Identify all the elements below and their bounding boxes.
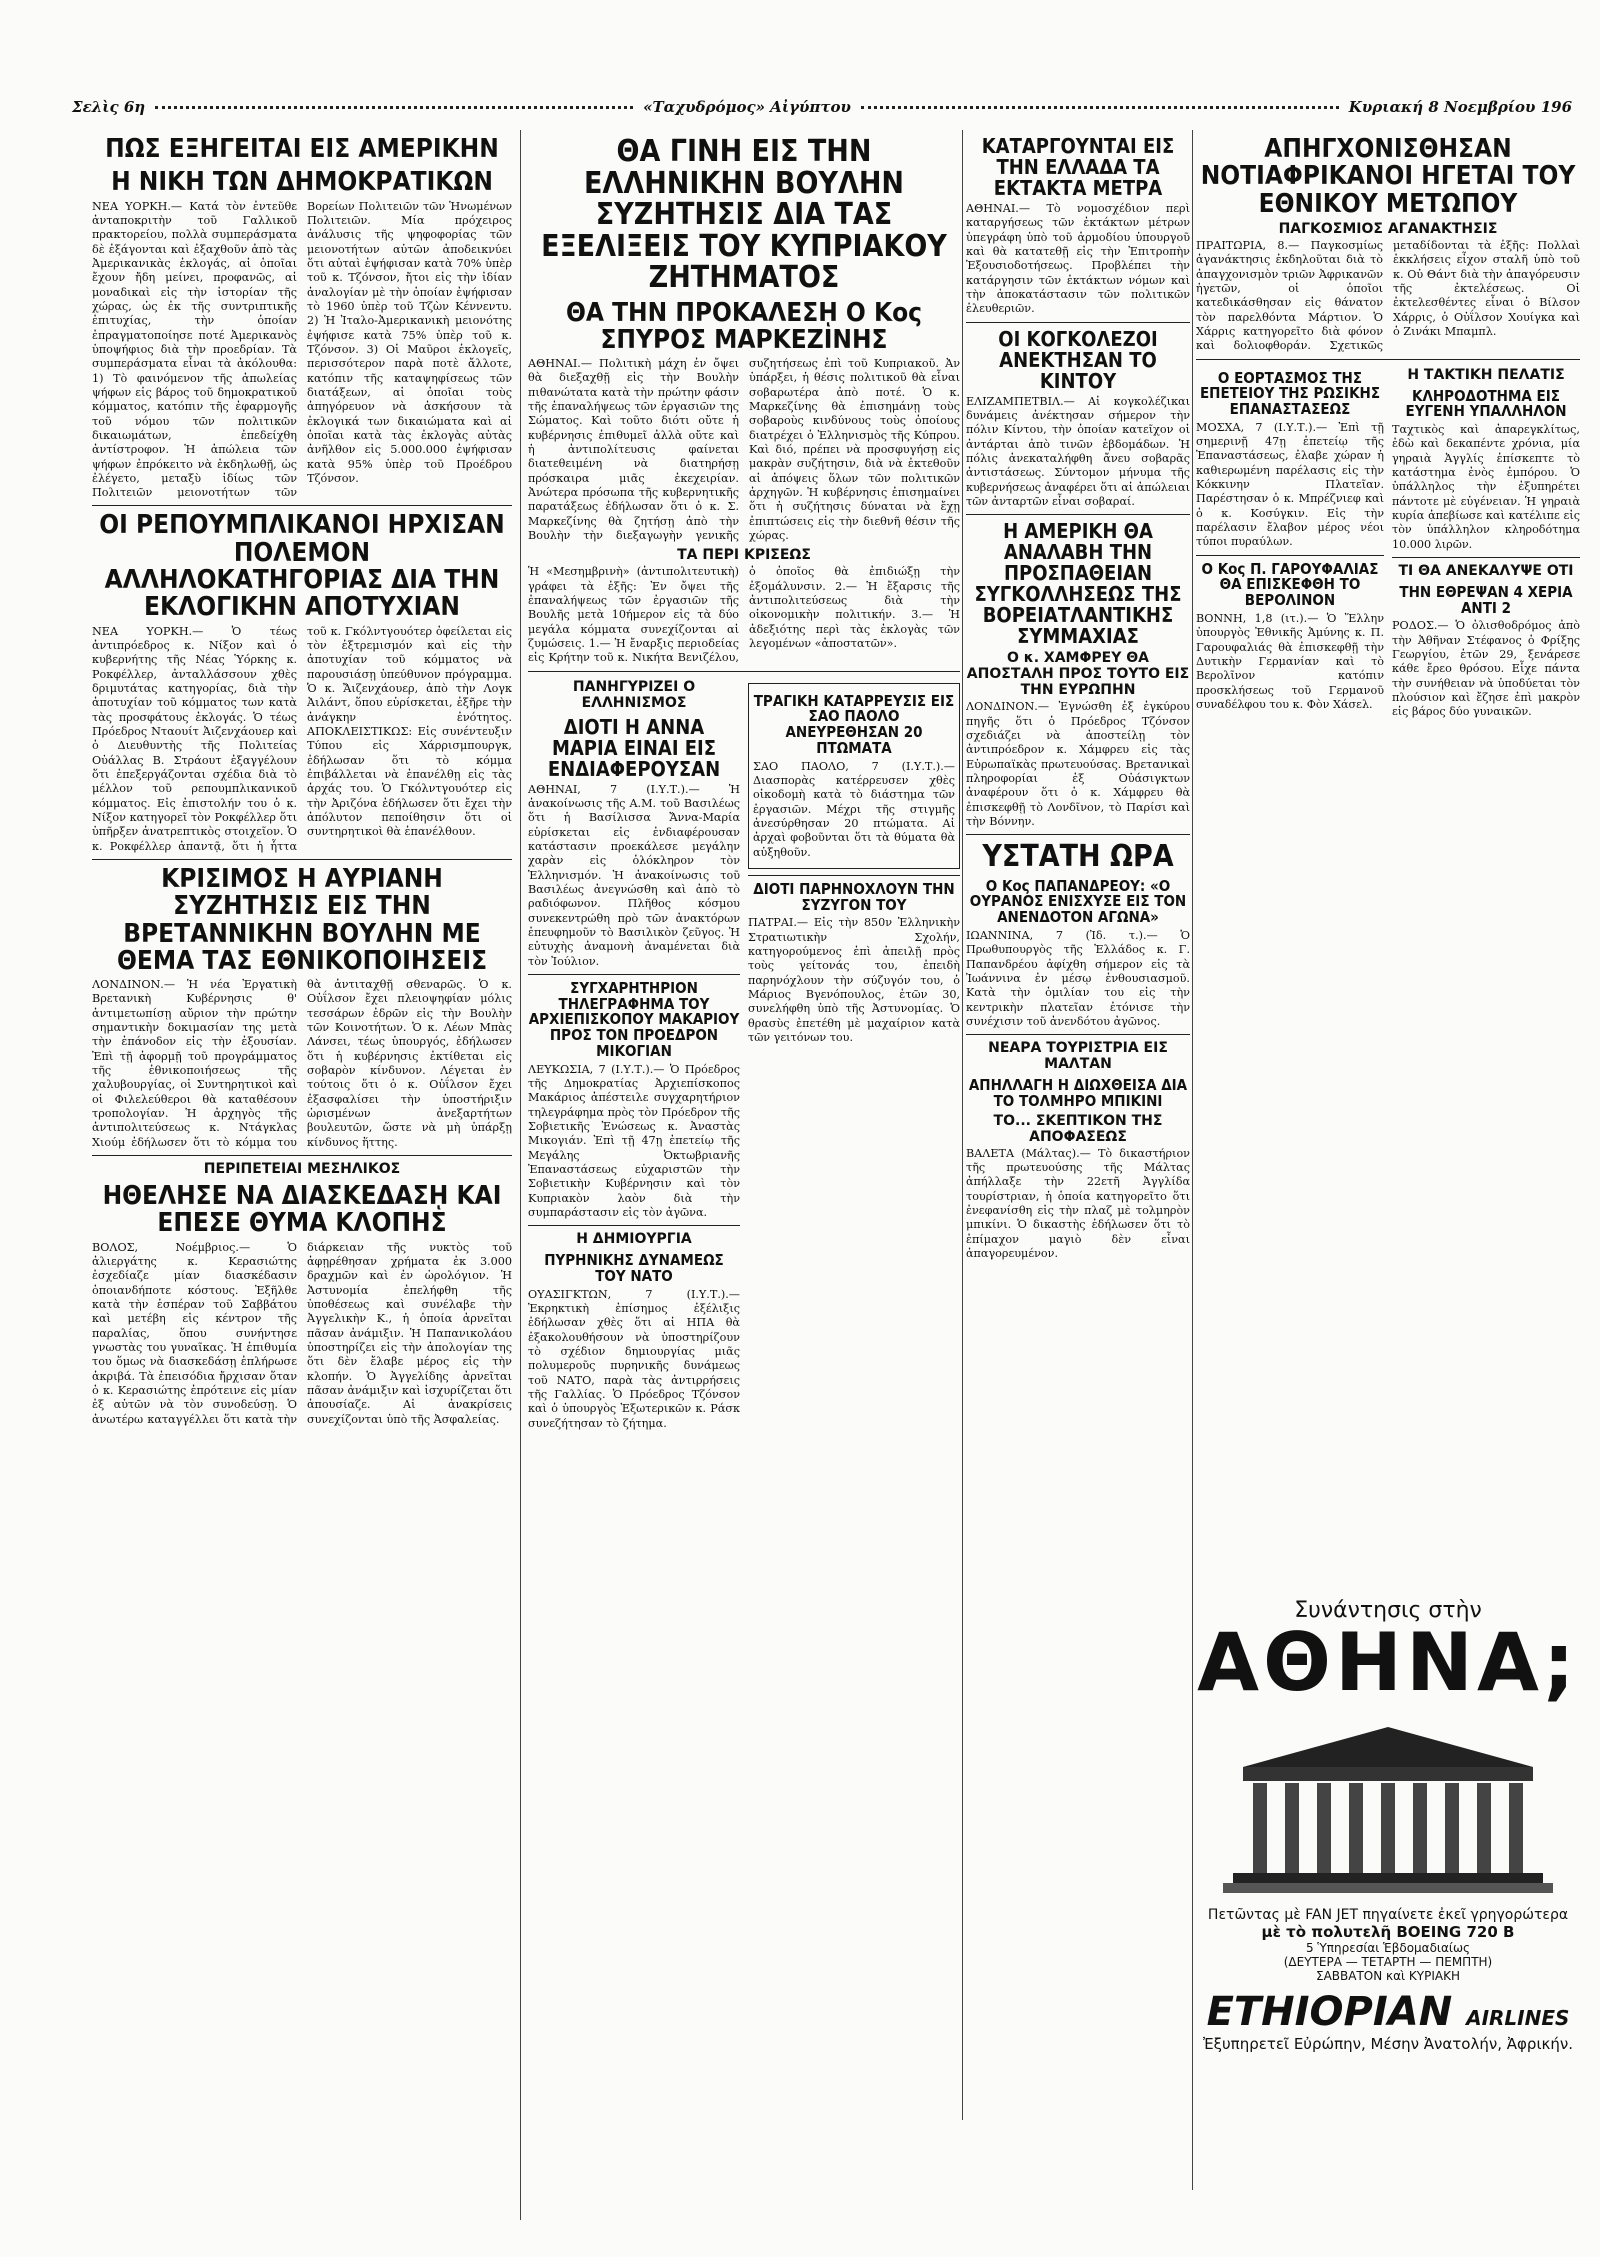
article-cyprus: ΑΘΗΝΑΙ.— Πολιτικὴ μάχη ἐν ὄψει θὰ διεξαχθῇ εἰς τὴν Βουλὴν πιθανώτατα κατὰ τὴν πρώτην φάσιν τῆς ἐπαναλήψεως τῶν ἐργασιῶν της Σώματος. Καὶ τοῦτο διότι οὔτε ἡ κυβέρνησις ἐπιθυμεῖ ἀλλὰ οὔτε καὶ ἡ ἀντιπολίτευσις φαίνεται διατεθειμένη νὰ διατηρήσῃ πρόσκαιρα μιᾶς ἐκεχειρίαν. Ἀνώτερα πρόσωπα τῆς κυβερνητικῆς παρατάξεως ἐδήλωσαν ὅτι ὁ κ. Σ. Μαρκεζίνης θὰ ζητήσῃ ἀπὸ τὴν Βουλὴν τὴν διεξαγωγὴν γενικῆς συζητήσεως ἐπὶ τοῦ Κυπριακοῦ. Ἀν ὑπάρξει, ἡ θέσις πολιτικοῦ θὰ εἶναι σοβαρωτέρα ἀπὸ ποτέ. Ὁ κ. Μαρκεζίνης θὰ ἐπισημάνῃ τοὺς σοβαροὺς κινδύνους τοὺς ὁποίους διατρέχει ὁ Ἑλληνισμὸς τῆς Κύπρου. Καὶ διό, πρέπει νὰ προσφυγήσῃ εἰς μακρὰν συζήτησιν, διὰ νὰ ἐκτεθοῦν αἱ ἀπόψεις ὅλων τῶν πολιτικῶν ἀρχηγῶν. Ἡ κυβέρνησις ἐπισημαίνει ὅτι ἡ συζήτησις δύναται νὰ ἔχῃ ἐπιπτώσεις εἰς τὴν διεθνῆ θέσιν τῆς χώρας. — [528, 357, 960, 543]
box-sao-paolo — [748, 683, 960, 869]
headline-papandreou: Ο Κος ΠΑΠΑΝΔΡΕΟΥ: «Ο ΟΥΡΑΝΟΣ ΕΝΙΣΧΥΣΕ ΕΙΣ ΤΟΝ ΑΝΕΝΔΟΤΟΝ ΑΓΩΝΑ» — [969, 876, 1187, 927]
headline-britain: ΚΡΙΣΙΜΟΣ Η ΑΥΡΙΑΝΗ ΣΥΖΗΤΗΣΙΣ ΕΙΣ ΤΗΝ ΒΡΕΤΑΝΝΙΚΗΝ ΒΟΥΛΗΝ ΜΕ ΘΕΜΑ ΤΑΣ ΕΘΝΙΚΟΠΟΙΗΣΕΙΣ — [116, 863, 488, 976]
ethiopian-airlines-ad — [1196, 1580, 1580, 2180]
paper-name: «Ταχυδρόμος» Αἰγύπτου — [643, 98, 851, 116]
column-2 — [528, 130, 960, 2220]
parthenon-illustration — [1223, 1707, 1553, 1897]
article-four-hands: ΡΟΔΟΣ.— Ὁ ὀλισθοδρόμος ἀπὸ τὴν Ἀθῆναν Στέφανος ὁ Φρίξης Γεωργίου, ἐτῶν 29, ξενάρεσε κάθε ἔρεο θρόσου. Εἶχε πάντα τὴν συνήθειαν νὰ ὑποδύεται τὸν πλούσιον καὶ ἔζησε ἐπὶ μακρὸν εἰς βάρος δύο γυναικῶν. — [1392, 619, 1580, 719]
headline-revolution: Ο ΕΟΡΤΑΣΜΟΣ ΤΗΣ ΕΠΕΤΕΙΟΥ ΤΗΣ ΡΩΣΙΚΗΣ ΕΠΑΝΑΣΤΑΣΕΩΣ — [1199, 368, 1381, 419]
article-theft: ΒΟΛΟΣ, Νοέμβριος.— Ὁ ἀλιεργάτης κ. Κερασιώτης ἐσχεδίαζε μίαν διασκέδασιν ὁποιανδήποτε κόστους. Ἐξῆλθε κατὰ τὴν ἑσπέραν τοῦ Σαββάτου καὶ μετέβη εἰς κέντρον τῆς παραλίας, ὅπου συνήντησε γνωστὰς του γυναῖκας. Ἡ ἐπιθυμία του ὅμως νὰ διασκεδάσῃ ἐπλήρωσε ἀκριβά. Τὰ ἐπεισόδια ἤρχισαν ὅταν ὁ κ. Κερασιώτης ἐπρότεινε εἰς μίαν ἐξ αὐτῶν νὰ τὸν συνοδεύσῃ. Ὁ ἀνωτέρω καταγγέλλει ὅτι κατὰ τὴν διάρκειαν τῆς νυκτὸς τοῦ ἀφῃρέθησαν χρήματα ἐκ 3.000 δραχμῶν καὶ ἐν ὡρολόγιον. Ἡ Ἀστυνομία ἐπελήφθη τῆς ὑποθέσεως καὶ συνέλαβε τὴν Ἀγγελικὴν Κ., ἡ ὁποία ἀρνεῖται πᾶσαν ἀνάμιξιν. Ἡ Παπανικολάου ὑποστηρίζει εἰς τὴν ἀπολογίαν της ὅτι δὲν ἔλαβε μέρος εἰς τὴν κλοπήν. Ὁ Ἀγγελίδης ἀρνεῖται πᾶσαν ἀνάμιξιν καὶ ἰσχυρίζεται ὅτι ἀπουσίαζε. Αἱ ἀνακρίσεις συνεχίζονται ὑπὸ τῆς Ἀσφαλείας. — [92, 1240, 512, 1426]
ad-athens: ΑΘΗΝΑ; — [1197, 1616, 1579, 1709]
article-makarios: ΛΕΥΚΩΣΙΑ, 7 (Ι.Υ.Τ.).— Ὁ Πρόεδρος τῆς Δημοκρατίας Ἀρχιεπίσκοπος Μακάριος ἀπέστειλε συγχαρητήριον τηλεγράφημα πρὸς τὸν Πρόεδρον τῆς Σοβιετικῆς Ἑνώσεως κ. Ἀναστὰς Μικογιάν. Ἐπὶ τῇ 47ῃ ἐπετείῳ τῆς Μεγάλης Ὀκτωβριανῆς Ἐπαναστάσεως εὐχαριστῶν τὴν Σοβιετικὴν Κυβέρνησιν καὶ τὸν Κυπριακὸν λαὸν διὰ τὴν συμπαράστασιν εἰς τὸν ἀγῶνα. — [528, 1062, 740, 1219]
headline-kindu: ΟΙ ΚΟΓΚΟΛΕΖΟΙ ΑΝΕΚΤΗΣΑΝ ΤΟ ΚΙΝΤΟΥ — [998, 326, 1158, 393]
ad-schedule-3: ΣΑΒΒΑΤΟΝ καὶ ΚΥΡΙΑΚΗ — [1316, 1969, 1460, 1983]
article-republicans: ΝΕΑ ΥΟΡΚΗ.— Ὁ τέως ἀντιπρόεδρος κ. Νίξον καὶ ὁ κυβερνήτης τῆς Νέας Ὑόρκης κ. Ροκφέλλερ, ἀνταλλάσσουν χθὲς δριμυτάτας κατηγορίας, διὰ τὴν ἀποτυχίαν τοῦ κόμματος των κατὰ τὰς προσφάτους ἐκλογάς. Ὁ τέως Πρόεδρος Νταουίτ Ἀιζενχάουερ καὶ ὁ Διευθυντὴς τῆς Πολιτείας Οὐάλλας Β. Στράουτ ἐξαγγέλουν ὅτι ἐπεξεργάζονται σχέδια διὰ τὸ μέλλον τοῦ ρεπουμπλικανικοῦ κόμματος. Εἰς ἐπιστολήν του ὁ κ. Νίξον κατηγορεῖ τὸν Ροκφέλλερ ὅτι ὑπῆρξεν ἀνατρεπτικὸς στοιχεῖον. Ὁ κ. Ροκφέλλερ ἀπαντᾷ, ὅτι ἡ ἧττα τοῦ κ. Γκόλντγουότερ ὀφείλεται εἰς τὸν ἐξτρεμισμόν καὶ εἰς τὴν ἀποτυχίαν τοῦ κόμματος νὰ παρουσιάσῃ ὑπεύθυνον πρόγραμμα. Ὁ κ. Ἄιζενχάουερ, ἀπὸ τὴν Λογκ Ἀιλάντ, ὅπου εὑρίσκεται, ἐξῆρε τὴν ἀνάγκην ἐνότητος. ΑΠΟΚΛΕΙΣΤΙΚΩΣ: Εἰς συνέντευξιν Τύπου εἰς Χάρρισμπουργκ, ἐδήλωσαν ὅτι τὸ κόμμα ἐπιβάλλεται νὰ ἐπανέλθῃ εἰς τὰς ἀρχάς του. Ὁ Γκόλντγουότερ εἰς τὴν Ἀριζόνα ἐδήλωσεν ὅτι ἔχει τὴν ἀπόλυτον πεποίθησιν ὅτι οἱ συντηρητικοὶ θὰ ἐπανέλθουν. — [92, 624, 512, 853]
article-south-africa: ΠΡΑΙΤΩΡΙΑ, 8.— Παγκοσμίως ἀγανάκτησις ἐκδηλοῦται διὰ τὸ ἀπαγχονισμὸν τριῶν Ἀφρικανῶν ἡγετῶν, οἱ ὁποῖοι κατεδικάσθησαν εἰς θάνατον τὸν παρελθόντα Μάρτιον. Ὁ Χάρρις κατηγορεῖτο διὰ φόνον καὶ δολιοφθοράν. Σχετικῶς μεταδίδονται τὰ ἑξῆς: Πολλαὶ ἐκκλήσεις εἶχον σταλῆ ὑπὸ τοῦ κ. Οὐ Θάντ διὰ τὴν ἀπαγόρευσιν τῆς ἐκτελέσεως. Οἱ ἐκτελεσθέντες εἶναι ὁ Βίλσον Χάρρις, ὁ Οὐΐλσον Χουίγκα καὶ ὁ Ζινάκι Μπαμπλ. — [1196, 238, 1580, 353]
issue-date: Κυριακή 8 Νοεμβρίου 196 — [1348, 98, 1573, 116]
kicker-customer: Η ΤΑΚΤΙΚΗ ΠΕΛΑΤΙΣ — [1407, 366, 1565, 383]
headline-markezinis: ΘΑ ΤΗΝ ΠΡΟΚΑΛΕΣῌ Ο Κος ΣΠΥΡΟΣ ΜΑΡΚΕΖΙΝΗΣ — [565, 297, 923, 355]
article-anna-maria: ΑΘΗΝΑΙ, 7 (Ι.Υ.Τ.).— Ἡ ἀνακοίνωσις τῆς Α.Μ. τοῦ Βασιλέως ὅτι ἡ Βασίλισσα Ἄννα-Μαρία εὑρίσκεται εἰς ἐνδιαφέρουσαν κατάστασιν προεκάλεσε μεγάλην χαρὰν εἰς ὁλόκληρον τὸν Ἑλληνισμόν. Ἡ ἀνακοίνωσις τοῦ Βασιλέως ἀνεγνώσθη καὶ ἀπὸ τὸ ραδιόφωνον. Πλῆθος κόσμου συνεκεντρώθη πρὸ τῶν ἀνακτόρων ἐπευφημοῦν τὸ Βασιλικὸν ζεῦγος. Ἡ εὐτυχὴς ἀναμονὴ ἀναμένεται διὰ τὸν Ἰούλιον. — [528, 782, 740, 968]
kicker-malta: ΝΕΑΡΑ ΤΟΥΡΙΣΤΡΙΑ ΕΙΣ ΜΑΛΤΑΝ — [988, 1040, 1168, 1073]
headline-nato-alliance: Η ΑΜΕΡΙΚΗ ΘΑ ΑΝΑΛΑΒΗ ΤΗΝ ΠΡΟΣΠΑΘΕΙΑΝ ΣΥΓΚΟΛΛΗΣΕΩΣ ΤΗΣ ΒΟΡΕΙΑΤΛΑΝΤΙΚΗΣ ΣΥΜΜΑΧΙΑΣ — [974, 519, 1182, 649]
headline-four-hands: ΤΗΝ ΕΘΡΕΨΑΝ 4 ΧΕΡΙΑ ΑΝΤΙ 2 — [1399, 582, 1573, 617]
ad-meeting: Συνάντησις στὴν — [1294, 1598, 1482, 1623]
headline-patras: ΔΙΟΤΙ ΠΑΡΗΝΟΧΛΟΥΝ ΤΗΝ ΣΥΖΥΓΟΝ ΤΟΥ — [753, 879, 955, 914]
subhead-crisis: ΤΑ ΠΕΡΙ ΚΡΙΣΕΩΣ — [677, 547, 811, 564]
kicker-nato: Η ΔΗΜΙΟΥΡΓΙΑ — [576, 1231, 692, 1248]
masthead — [72, 96, 1572, 118]
headline-bequest: ΚΛΗΡΟΔΟΤΗΜΑ ΕΙΣ ΕΥΓΕΝΗ ΥΠΑΛΛΗΛΟΝ — [1405, 386, 1567, 421]
headline-republicans: ΟΙ ΡΕΠΟΥΜΠΛΙΚΑΝΟΙ ΗΡΧΙΣΑΝ ΠΟΛΕΜΟΝ ΑΛΛΗΛΟΚΑΤΗΓΟΡΙΑΣ ΔΙΑ ΤΗΝ ΕΚΛΟΓΙΚΗΝ ΑΠΟΤΥΧΙΑΝ — [99, 510, 505, 623]
headline-garoufalias: Ο Κος Π. ΓΑΡΟΥΦΑΛΙΑΣ ΘΑ ΕΠΙΣΚΕΦΘΗ ΤΟ ΒΕΡΟΛΙΝΟΝ — [1201, 559, 1379, 610]
article-britain: ΛΟΝΔΙΝΟΝ.— Ἡ νέα Ἐργατικὴ Βρετανικὴ Κυβέρνησις θ' ἀντιμετωπίσῃ αὔριον τὴν πρώτην σημαντικὴν δοκιμασίαν της μετὰ τὴν ἐπάνοδον εἰς τὴν ἐξουσίαν. Ἐπὶ τῇ ἀφορμῇ τοῦ προγράμματος τῆς ἐθνικοποιήσεως τῆς χαλυβουργίας, οἱ Συντηρητικοὶ καὶ οἱ Φιλελεύθεροι θὰ καταθέσουν τροπολογίαν. Ἡ ἀρχηγὸς τῆς ἀντιπολιτεύσεως κ. Ντάγκλας Χιούμ ἐδήλωσεν ὅτι τὸ κόμμα του θὰ ἀντιταχθῇ σθεναρῶς. Ὁ κ. Οὐΐλσον ἔχει πλειοψηφίαν μόλις τεσσάρων ἐδρῶν εἰς τὴν Βουλὴν τῶν Κοινοτήτων. Ὁ κ. Λέων Μπὰς Λάνσει, τέως ὑπουργός, ἐδήλωσεν ὅτι ἡ κυβέρνησις ἐκτίθεται εἰς σοβαρὸν κίνδυνον. Λέγεται ἐν τούτοις ὅτι ὁ κ. Οὐΐλσον ἔχει ἐξασφαλίσει τὴν ὑποστήριξιν ὡρισμένων ἀνεξαρτήτων βουλευτῶν, ὥστε νὰ μὴ ὑπάρξῃ κίνδυνος ἥττης. — [92, 978, 512, 1149]
ad-brand-airlines: AIRLINES — [1466, 2006, 1570, 2030]
article-bikini: ΒΑΛΕΤΑ (Μάλτας).— Τὸ δικαστήριον τῆς πρωτευούσης τῆς Μάλτας ἀπήλλαξε τὴν 22ετῆ Ἀγγλίδα τουρίστριαν, ἡ ὁποία κατηγορεῖτο ὅτι ἐνεφανίσθη εἰς τὴν πλαζ μὲ τολμηρὸν μπικίνι. Ὁ δικαστὴς ἐδήλωσεν ὅτι τὸ ἐπίμαχον μαγιὸ δὲν εἶναι ἀπαγορευμένον. — [966, 1146, 1190, 1261]
article-kindu: ΕΛΙΖΑΜΠΕΤΒΙΛ.— Αἱ κογκολέζικαι δυνάμεις ἀνέκτησαν σήμερον τὴν πόλιν Κίντου, τὴν ὁποίαν κατεῖχον οἱ ἀντάρται ἀπὸ τινῶν ἑβδομάδων. Ἡ πόλις ἀνεκαταλήφθη ἄνευ σοβαρᾶς ἀντιστάσεως. Σύντομον μήνυμα τῆς κυβερνήσεως ἀναφέρει ὅτι αἱ ἀπώλειαι τῶν ἀνταρτῶν εἶναι σοβαραί. — [966, 394, 1190, 508]
headline-emergency-measures: ΚΑΤΑΡΓΟΥΝΤΑΙ ΕΙΣ ΤΗΝ ΕΛΛΑΔΑ ΤΑ ΕΚΤΑΚΤΑ ΜΕΤΡΑ — [981, 134, 1175, 200]
subhead-bikini: ΤΟ... ΣΚΕΠΤΙΚΟΝ ΤΗΣ ΑΠΟΦΑΣΕΩΣ — [993, 1112, 1163, 1145]
article-patras: ΠΑΤΡΑΙ.— Εἰς τὴν 850ν Ἐλληνικὴν Στρατιωτικὴν Σχολήν, κατηγορούμενος ἐπὶ ἀπειλῇ πρὸς τοὺς γείτονάς του, ἐπειδὴ παρηνόχλουν τὴν σύζυγόν του, ὁ Μάριος Βγενόπουλος, ἐτῶν 30, συνελήφθη ὑπὸ τῆς Ἀστυνομίας. Ὁ θρασὺς ἐπετέθη μὲ μαχαίριον κατὰ τῶν γειτόνων του. — [748, 916, 960, 1045]
headline-bikini: ΑΠΗΛΛΑΓΗ Η ΔΙΩΧΘΕΙΣΑ ΔΙΑ ΤΟ ΤΟΛΜΗΡΟ ΜΠΙΚΙΝΙ — [968, 1076, 1188, 1110]
ad-fly: Πετῶντας μὲ FAN JET πηγαίνετε ἐκεῖ γρηγορώτερα — [1207, 1907, 1569, 1923]
headline-last-hour: ΥΣΤΑΤΗ ΩΡΑ — [982, 839, 1174, 875]
column-3 — [966, 130, 1190, 2120]
headline-cyprus: ΘΑ ΓΙΝΗ ΕΙΣ ΤΗΝ ΕΛΛΗΝΙΚΗΝ ΒΟΥΛΗΝ ΣΥΖΗΤΗΣΙΣ ΔΙΑ ΤΑΣ ΕΞΕΛΙΞΕΙΣ ΤΟΥ ΚΥΠΡΙΑΚΟΥ ΖΗΤΗΜΑΤΟΣ — [541, 134, 947, 295]
ad-brand — [1196, 1989, 1580, 2035]
headline-makarios: ΣΥΓΧΑΡΗΤΗΡΙΟΝ ΤΗΛΕΓΡΑΦΗΜΑ ΤΟΥ ΑΡΧΙΕΠΙΣΚΟΠΟΥ ΜΑΚΑΡΙΟΥ ΠΡΟΣ ΤΟΝ ΠΡΟΕΔΡΟΝ ΜΙΚΟΓΙΑΝ — [528, 978, 740, 1060]
article-papandreou: ΙΩΑΝΝΙΝΑ, 7 (Ἰδ. τ.).— Ὁ Πρωθυπουργὸς τῆς Ἑλλάδος κ. Γ. Παπανδρέου ἀφίχθη σήμερον εἰς τὰ Ἰωάννινα ἐν μέσῳ ἐνθουσιασμοῦ. Κατὰ τὴν ὁμιλίαν του εἰς τὴν κεντρικὴν πλατεῖαν ἐτόνισε τὴν συνέχισιν τοῦ ἀνενδότου ἀγῶνος. — [966, 928, 1190, 1028]
headline-america-2: Η ΝΙΚΗ ΤΩΝ ΔΗΜΟΚΡΑΤΙΚΩΝ — [111, 167, 493, 198]
subhead-humphrey: Ο κ. ΧΑΜΦΡΕΥ ΘΑ ΑΠΟΣΤΑΛΗ ΠΡΟΣ ΤΟΥΤΟ ΕΙΣ ΤΗΝ ΕΥΡΩΠΗΝ — [966, 650, 1190, 699]
column-1 — [92, 130, 512, 2220]
kicker-middle-aged: ΠΕΡΙΠΕΤΕΙΑΙ ΜΕΣΗΛΙΚΟΣ — [203, 1161, 401, 1178]
ad-schedule-2: (ΔΕΥΤΕΡΑ — ΤΕΤΑΡΤΗ — ΠΕΜΠΤΗ) — [1283, 1955, 1493, 1969]
ad-boeing: μὲ τὸ πολυτελῆ BOEING 720 B — [1261, 1923, 1515, 1941]
headline-america: ΠΩΣ ΕΞΗΓΕΙΤΑΙ ΕΙΣ ΑΜΕΡΙΚΗΝ — [105, 134, 499, 164]
article-nato: ΟΥΑΣΙΓΚΤΩΝ, 7 (Ι.Υ.Τ.).— Ἐκρηκτικὴ ἐπίσημος ἐξέλιξις ἐδήλωσαν χθὲς ὅτι αἱ ΗΠΑ θὰ ἐξακολουθήσουν νὰ ὑποστηρίζουν τὸ σχέδιον δημιουργίας μιᾶς πολυμεροῦς πυρηνικῆς δυνάμεως τοῦ ΝΑΤΟ, παρὰ τὰς ἀντιρρήσεις τῆς Γαλλίας. Ὁ Πρόεδρος Τζόνσον καὶ ὁ ὑπουργὸς Ἐξωτερικῶν κ. Ράσκ συνεζήτησαν τὸ ζήτημα. — [528, 1287, 740, 1430]
article-crisis: Ἡ «Μεσημβρινὴ» (ἀντιπολιτευτικὴ) γράφει τὰ ἑξῆς: Ἐν ὄψει τῆς ἐπαναλήψεως τῶν ἐργασιῶν τῆς Βουλῆς μετὰ 10ήμερον εἰς τὰ δύο μεγάλα κόμματα συνεχίζονται αἱ ζυμώσεις. 1.— Ἡ ἔναρξις περιοδείας εἰς Κρήτην τοῦ κ. Νικήτα Βενιζέλου, ὁ ὁποῖος θὰ ἐπιδιώξῃ τὴν ἐξομάλυνσιν. 2.— Ἡ ἔξαρσις τῆς ἀντιπολιτεύσεως διὰ τὴν οἰκονομικὴν πολιτικήν. 3.— Ἡ ἀδεξιότης περὶ τὰς ἐκλογὰς τῶν λεγομένων «ἀποστατῶν». — [528, 565, 960, 665]
article-america: ΝΕΑ ΥΟΡΚΗ.— Κατά τὸν ἐντεῦθε ἀνταποκριτὴν τοῦ Γαλλικοῦ πρακτορείου, πολλὰ συμπεράσματα δὲ ἐξάγονται καὶ ἐξαχθοῦν ἀπὸ τὰς Ἀμερικανικὰς ἐκλογάς, αἱ ὁποῖαι ἔχουν ἤδη μείνει, προφανῶς, αἱ μοναδικαὶ εἰς τὴν ἱστορίαν τῆς χώρας, ὡς ἐκ τῆς συντριπτικῆς ἐπιτυχίας, τὴν ὁποίαν ἐπραγματοποίησε ποτέ Ἀμερικανὸς ὑποψήφιος διὰ τὴν προεδρίαν. Τὰ συμπεράσματα εἶναι τὰ ἀκόλουθα: 1) Τὸ φαινόμενον τῆς ἀπωλείας ψήφων εἰς βάρος τοῦ δημοκρατικοῦ κόμματος, κατόπιν τῆς ἐφαρμογῆς τοῦ νόμου τῶν πολιτικῶν δικαιωμάτων, ἐπεδείχθη ἀντίστροφον. Ἡ ἀπώλεια τῶν ψήφων ἐπρόκειτο νὰ ἐκδηλωθῇ, ὡς ἐλέγετο, μεταξὺ ἰδίως τῶν Πολιτειῶν μειονοτήτων τῶν Βορείων Πολιτειῶν τῶν Ἡνωμένων Πολιτειῶν. Μία πρόχειρος ἀνάλυσις τῆς ψηφοφορίας τῶν μειονοτήτων αὐτῶν ἀποδεικνύει ὅτι αὐταὶ ἐψήφισαν κατὰ 70% ὑπὲρ τοῦ κ. Τζόνσον, ἤτοι εἰς τὴν ἰδίαν ἀναλογίαν μὲ τὴν ὁποίαν ἐψήφισαν τὸ 1960 ὑπὲρ τοῦ Τζὼν Κέννεντυ. 2) Ἡ Ἰταλο-Ἀμερικανικὴ μειονότης ἐψήφισε κατὰ 75% ὑπὲρ τοῦ κ. Τζόνσον. 3) Οἱ Μαῦροι ἐκλογεῖς, περισσότερον παρὰ ποτὲ ἄλλοτε, κατόπιν τῆς καταψηφίσεως τῶν διατάξεων, αἱ ὁποῖαι τοὺς ἀπηγόρευον νὰ ἀσκήσουν τὰ ἐκλογικά των δικαιώματα καὶ αἱ ὁποῖαι κατὰ τὰς ἐκλογὰς αὐτὰς ἀνῆλθον εἰς 5.000.000 ἐψήφισαν κατὰ 95% ὑπὲρ τοῦ Προέδρου Τζόνσον. — [92, 199, 512, 500]
ad-schedule-1: 5 Ὑπηρεσίαι Ἑβδομαδιαίως — [1305, 1941, 1471, 1955]
article-garoufalias: ΒΟΝΝΗ, 1,8 (ιτ.).— Ὁ Ἕλλην ὑπουργὸς Ἐθνικῆς Ἀμύνης κ. Π. Γαρουφαλιάς θὰ ἐπισκεφθῇ τὴν Δυτικὴν Γερμανίαν καὶ τὸ Βερολῖνον κατόπιν προσκλήσεως τοῦ Γερμανοῦ συναδέλφου του κ. Φὸν Χάσελ. — [1196, 611, 1384, 711]
article-humphrey: ΛΟΝΔΙΝΟΝ.— Ἐγνώσθη ἐξ ἐγκύρου πηγῆς ὅτι ὁ Πρόεδρος Τζόνσον σχεδιάζει νὰ ἀποστείλῃ τὸν ἀντιπρόεδρον κ. Χάμφρευ εἰς τὰς Εὐρωπαϊκὰς πρωτευούσας. Βρετανικαὶ πληροφορίαι ἐξ Οὐάσιγκτων ἀναφέρουν ὅτι ὁ κ. Χάμφρευ θὰ ἐπισκεφθῇ τὸ Λονδῖνον, τὸ Παρίσι καὶ τὴν Βόννην. — [966, 700, 1190, 828]
headline-nato: ΠΥΡΗΝΙΚΗΣ ΔΥΝΑΜΕΩΣ ΤΟΥ ΝΑΤΟ — [544, 1251, 724, 1286]
page-number: Σελὶς 6η — [72, 98, 146, 116]
headline-theft: ΗΘΕΛΗΣΕ ΝΑ ΔΙΑΣΚΕΔΑΣῌ ΚΑΙ ΕΠΕΣΕ ΘΥΜΑ ΚΛΟΠΗΣ — [102, 1181, 502, 1239]
headline-sao-paolo: ΤΡΑΓΙΚΗ ΚΑΤΑΡΡΕΥΣΙΣ ΕΙΣ ΣΑΟ ΠΑΟΛΟ ΑΝΕΥΡΕΘΗΣΑΝ 20 ΠΤΩΜΑΤΑ — [753, 691, 955, 757]
kicker-rhodes: ΤΙ ΘΑ ΑΝΕΚΑΛΥΨΕ ΟΤΙ — [1398, 562, 1574, 579]
article-emergency-measures: ΑΘΗΝΑΙ.— Τὸ νομοσχέδιον περὶ καταργήσεως τῶν ἐκτάκτων μέτρων ὑπεγράφη ὑπὸ τοῦ ἁρμοδίου ὑπουργοῦ καὶ θὰ κατατεθῇ εἰς τὴν Ἐπιτροπὴν Ἐξουσιοδοτήσεως. Προβλέπει τὴν κατάργησιν τῶν ἐκτάκτων νόμων καὶ τὴν ἀποκατάστασιν τῶν πολιτικῶν ἐλευθεριῶν. — [966, 202, 1190, 316]
subhead-indignation: ΠΑΓΚΟΣΜΙΟΣ ΑΓΑΝΑΚΤΗΣΙΣ — [1278, 220, 1498, 237]
article-revolution: ΜΟΣΧΑ, 7 (Ι.Υ.Τ.).— Ἐπὶ τῇ σημερινῇ 47ῃ ἐπετείῳ τῆς Ἐπαναστάσεως, ἐλαβε χώραν ἡ καθιερωμένη παρέλασις εἰς τὴν Κόκκινην Πλατεῖαν. Παρέστησαν ὁ κ. Μπρέζνιεφ καὶ ὁ κ. Κοσύγκιν. Εἰς τὴν παρέλασιν ἔλαβον μέρος νέοι τύποι πυραύλων. — [1196, 420, 1384, 549]
ad-brand-name: ETHIOPIAN — [1206, 1989, 1453, 2035]
ad-service: Ἐξυπηρετεῖ Εὐρώπην, Μέσην Ἀνατολήν, Ἀφρικήν. — [1202, 2035, 1574, 2053]
kicker-anna-maria: ΠΑΝΗΓΥΡΙΖΕΙ Ο ΕΛΛΗΝΙΣΜΟΣ — [572, 678, 696, 711]
article-sao-paolo: ΣΑΟ ΠΑΟΛΟ, 7 (Ι.Υ.Τ.).— Διασπορὰς κατέρρευσεν χθὲς οἰκοδομὴ κατὰ τὸ διάστημα τῶν ἐργασιῶν. Μέχρι τῆς στιγμῆς ἀνεσύρθησαν 20 πτώματα. Αἱ ἀρχαὶ φοβοῦνται ὅτι τὰ θύματα θὰ αὐξηθοῦν. — [753, 759, 955, 859]
article-bequest: Ταχτικὸς καὶ ἀπαρεγκλίτως, ἐδὼ καὶ δεκαπέντε χρόνια, μία γηραιὰ Ἀγγλίς ἐπίσκεπτε τὸ κατάστημα ἐνὸς ἐμπόρου. Ὁ ὑπάλληλος τὴν ἐξυπηρέτει πάντοτε μὲ εὐγένειαν. Ἡ γηραιὰ κυρία ἀπεβίωσε καὶ κατέλιπε εἰς τὸν ὑπάλληλον κληροδότημα 10.000 λιρῶν. — [1392, 423, 1580, 551]
headline-anna-maria: ΔΙΟΤΙ Η ΑΝΝΑ ΜΑΡΙΑ ΕΙΝΑΙ ΕΙΣ ΕΝΔΙΑΦΕΡΟΥΣΑΝ — [547, 714, 721, 781]
headline-south-africa: ΑΠΗΓΧΟΝΙΣΘΗΣΑΝ ΝΟΤΙΑΦΡΙΚΑΝΟΙ ΗΓΕΤΑΙ ΤΟΥ ΕΘΝΙΚΟΥ ΜΕΤΩΠΟΥ — [1200, 134, 1576, 219]
